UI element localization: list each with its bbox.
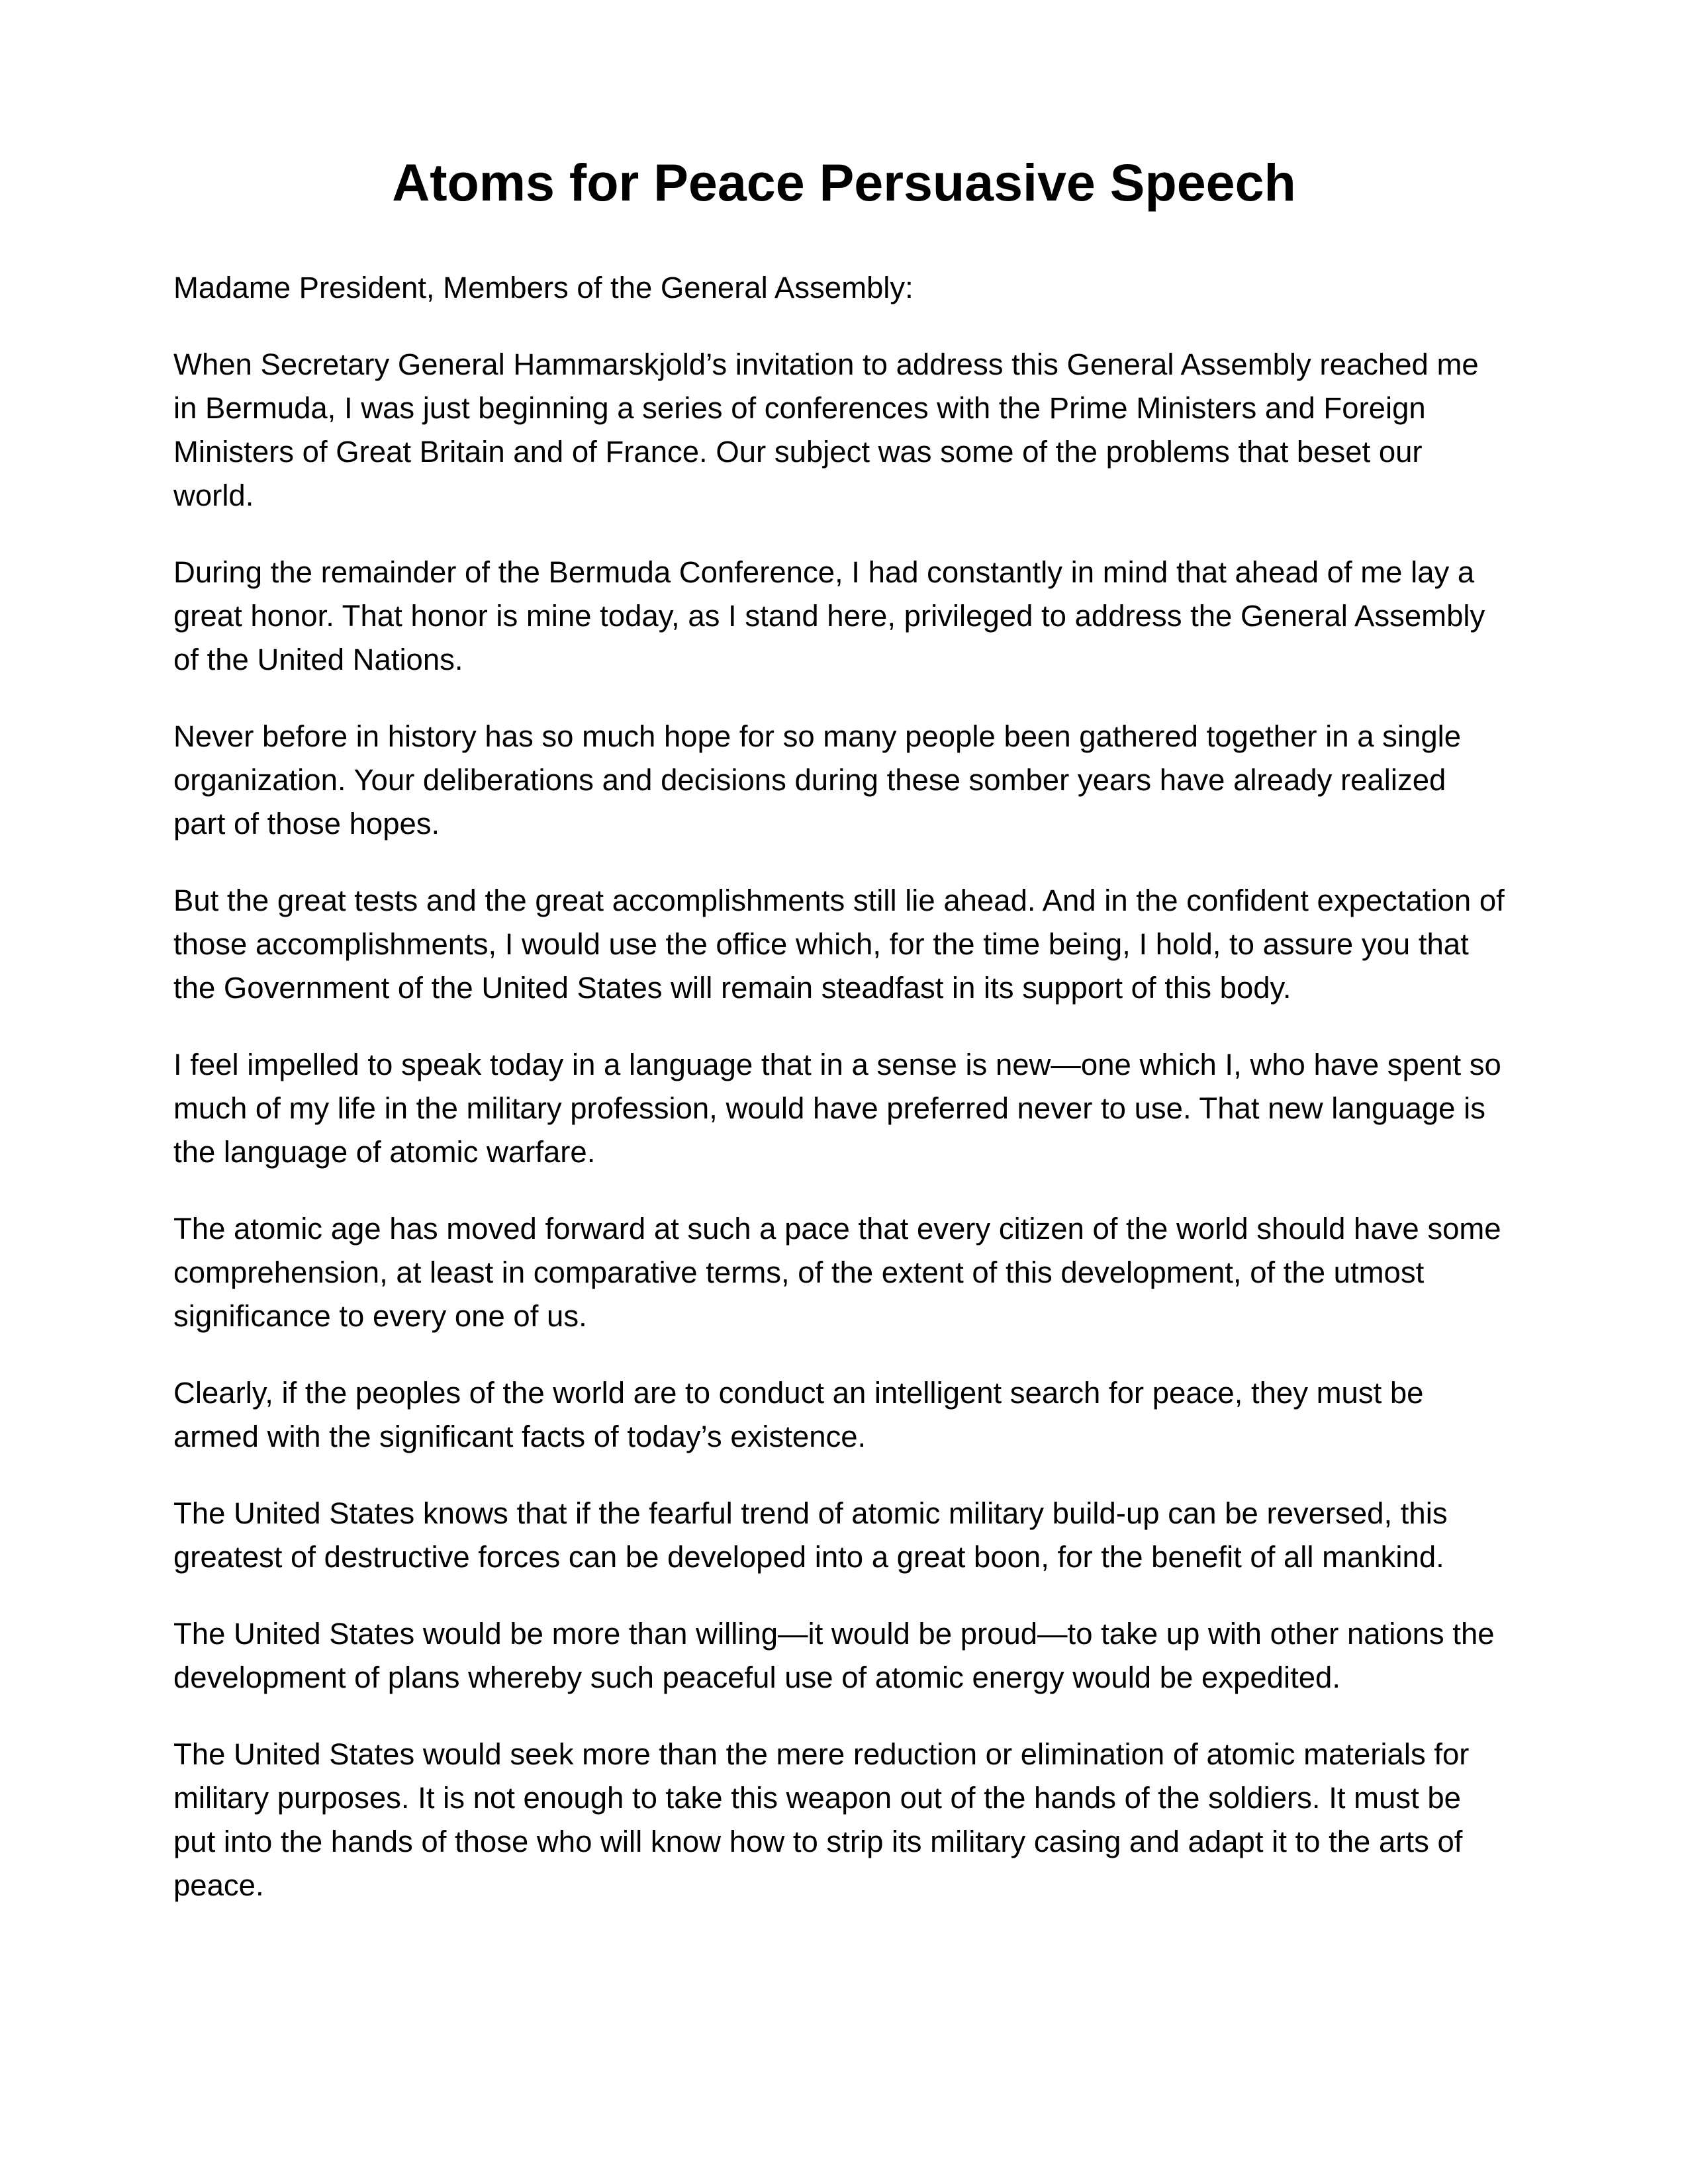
paragraph-line: significance to every one of us. — [173, 1299, 587, 1333]
paragraph-line: The United States knows that if the fearful trend of atomic military build-up can be reversed, this — [173, 1496, 1448, 1530]
paragraph-line: great honor. That honor is mine today, as I stand here, privileged to address the General Assembly — [173, 599, 1485, 633]
paragraph — [173, 1371, 1524, 1459]
paragraph — [173, 343, 1524, 518]
paragraph-line: put into the hands of those who will know how to strip its military casing and adapt it to the arts of — [173, 1825, 1463, 1858]
paragraph-line: the language of atomic warfare. — [173, 1135, 596, 1169]
document-title: Atoms for Peace Persuasive Speech — [392, 153, 1296, 212]
paragraph-line: of the United Nations. — [173, 643, 463, 676]
paragraph-line: During the remainder of the Bermuda Conference, I had constantly in mind that ahead of me lay a — [173, 555, 1475, 589]
paragraph — [173, 266, 1524, 310]
paragraph-line: much of my life in the military profession, would have preferred never to use. That new language is — [173, 1091, 1485, 1125]
paragraph — [173, 879, 1524, 1010]
paragraph-line: comprehension, at least in comparative terms, of the extent of this development, of the utmost — [173, 1255, 1425, 1289]
paragraph-line: those accomplishments, I would use the office which, for the time being, I hold, to assure you that — [173, 927, 1469, 961]
paragraph-line: The atomic age has moved forward at such a pace that every citizen of the world should have some — [173, 1212, 1501, 1246]
paragraph-line: But the great tests and the great accomplishments still lie ahead. And in the confident expectation of — [173, 884, 1505, 917]
paragraph-line: in Bermuda, I was just beginning a series of conferences with the Prime Ministers and Foreign — [173, 391, 1426, 425]
paragraph-line: I feel impelled to speak today in a language that in a sense is new—one which I, who have spent so — [173, 1048, 1501, 1081]
paragraph-line: When Secretary General Hammarskjold’s invitation to address this General Assembly reached me — [173, 347, 1479, 381]
paragraph — [173, 1043, 1524, 1174]
paragraph — [173, 1733, 1524, 1907]
paragraph — [173, 1612, 1524, 1700]
paragraph-line: military purposes. It is not enough to take this weapon out of the hands of the soldiers. It must be — [173, 1781, 1461, 1815]
paragraph-line: Ministers of Great Britain and of France. Our subject was some of the problems that beset our — [173, 435, 1423, 469]
paragraph-line: peace. — [173, 1868, 264, 1902]
paragraph-line: greatest of destructive forces can be developed into a great boon, for the benefit of all mankind. — [173, 1540, 1444, 1574]
paragraph — [173, 1207, 1524, 1338]
paragraph-line: Clearly, if the peoples of the world are to conduct an intelligent search for peace, they must be — [173, 1376, 1424, 1410]
paragraph-line: part of those hopes. — [173, 807, 440, 841]
paragraph-line: The United States would seek more than the mere reduction or elimination of atomic materials for — [173, 1737, 1470, 1771]
paragraph-line: armed with the significant facts of today’s existence. — [173, 1420, 867, 1453]
paragraph-line: development of plans whereby such peaceful use of atomic energy would be expedited. — [173, 1661, 1340, 1694]
paragraph-line: Never before in history has so much hope for so many people been gathered together in a single — [173, 719, 1462, 753]
paragraph-line: The United States would be more than willing—it would be proud—to take up with other nations the — [173, 1617, 1495, 1651]
paragraph — [173, 715, 1524, 846]
paragraph-line: Madame President, Members of the General Assembly: — [173, 271, 914, 304]
paragraph — [173, 1492, 1524, 1579]
document-body — [173, 266, 1524, 1940]
paragraph — [173, 551, 1524, 682]
paragraph-line: world. — [173, 478, 254, 512]
paragraph-line: organization. Your deliberations and decisions during these somber years have already realized — [173, 763, 1446, 797]
paragraph-line: the Government of the United States will remain steadfast in its support of this body. — [173, 971, 1291, 1005]
